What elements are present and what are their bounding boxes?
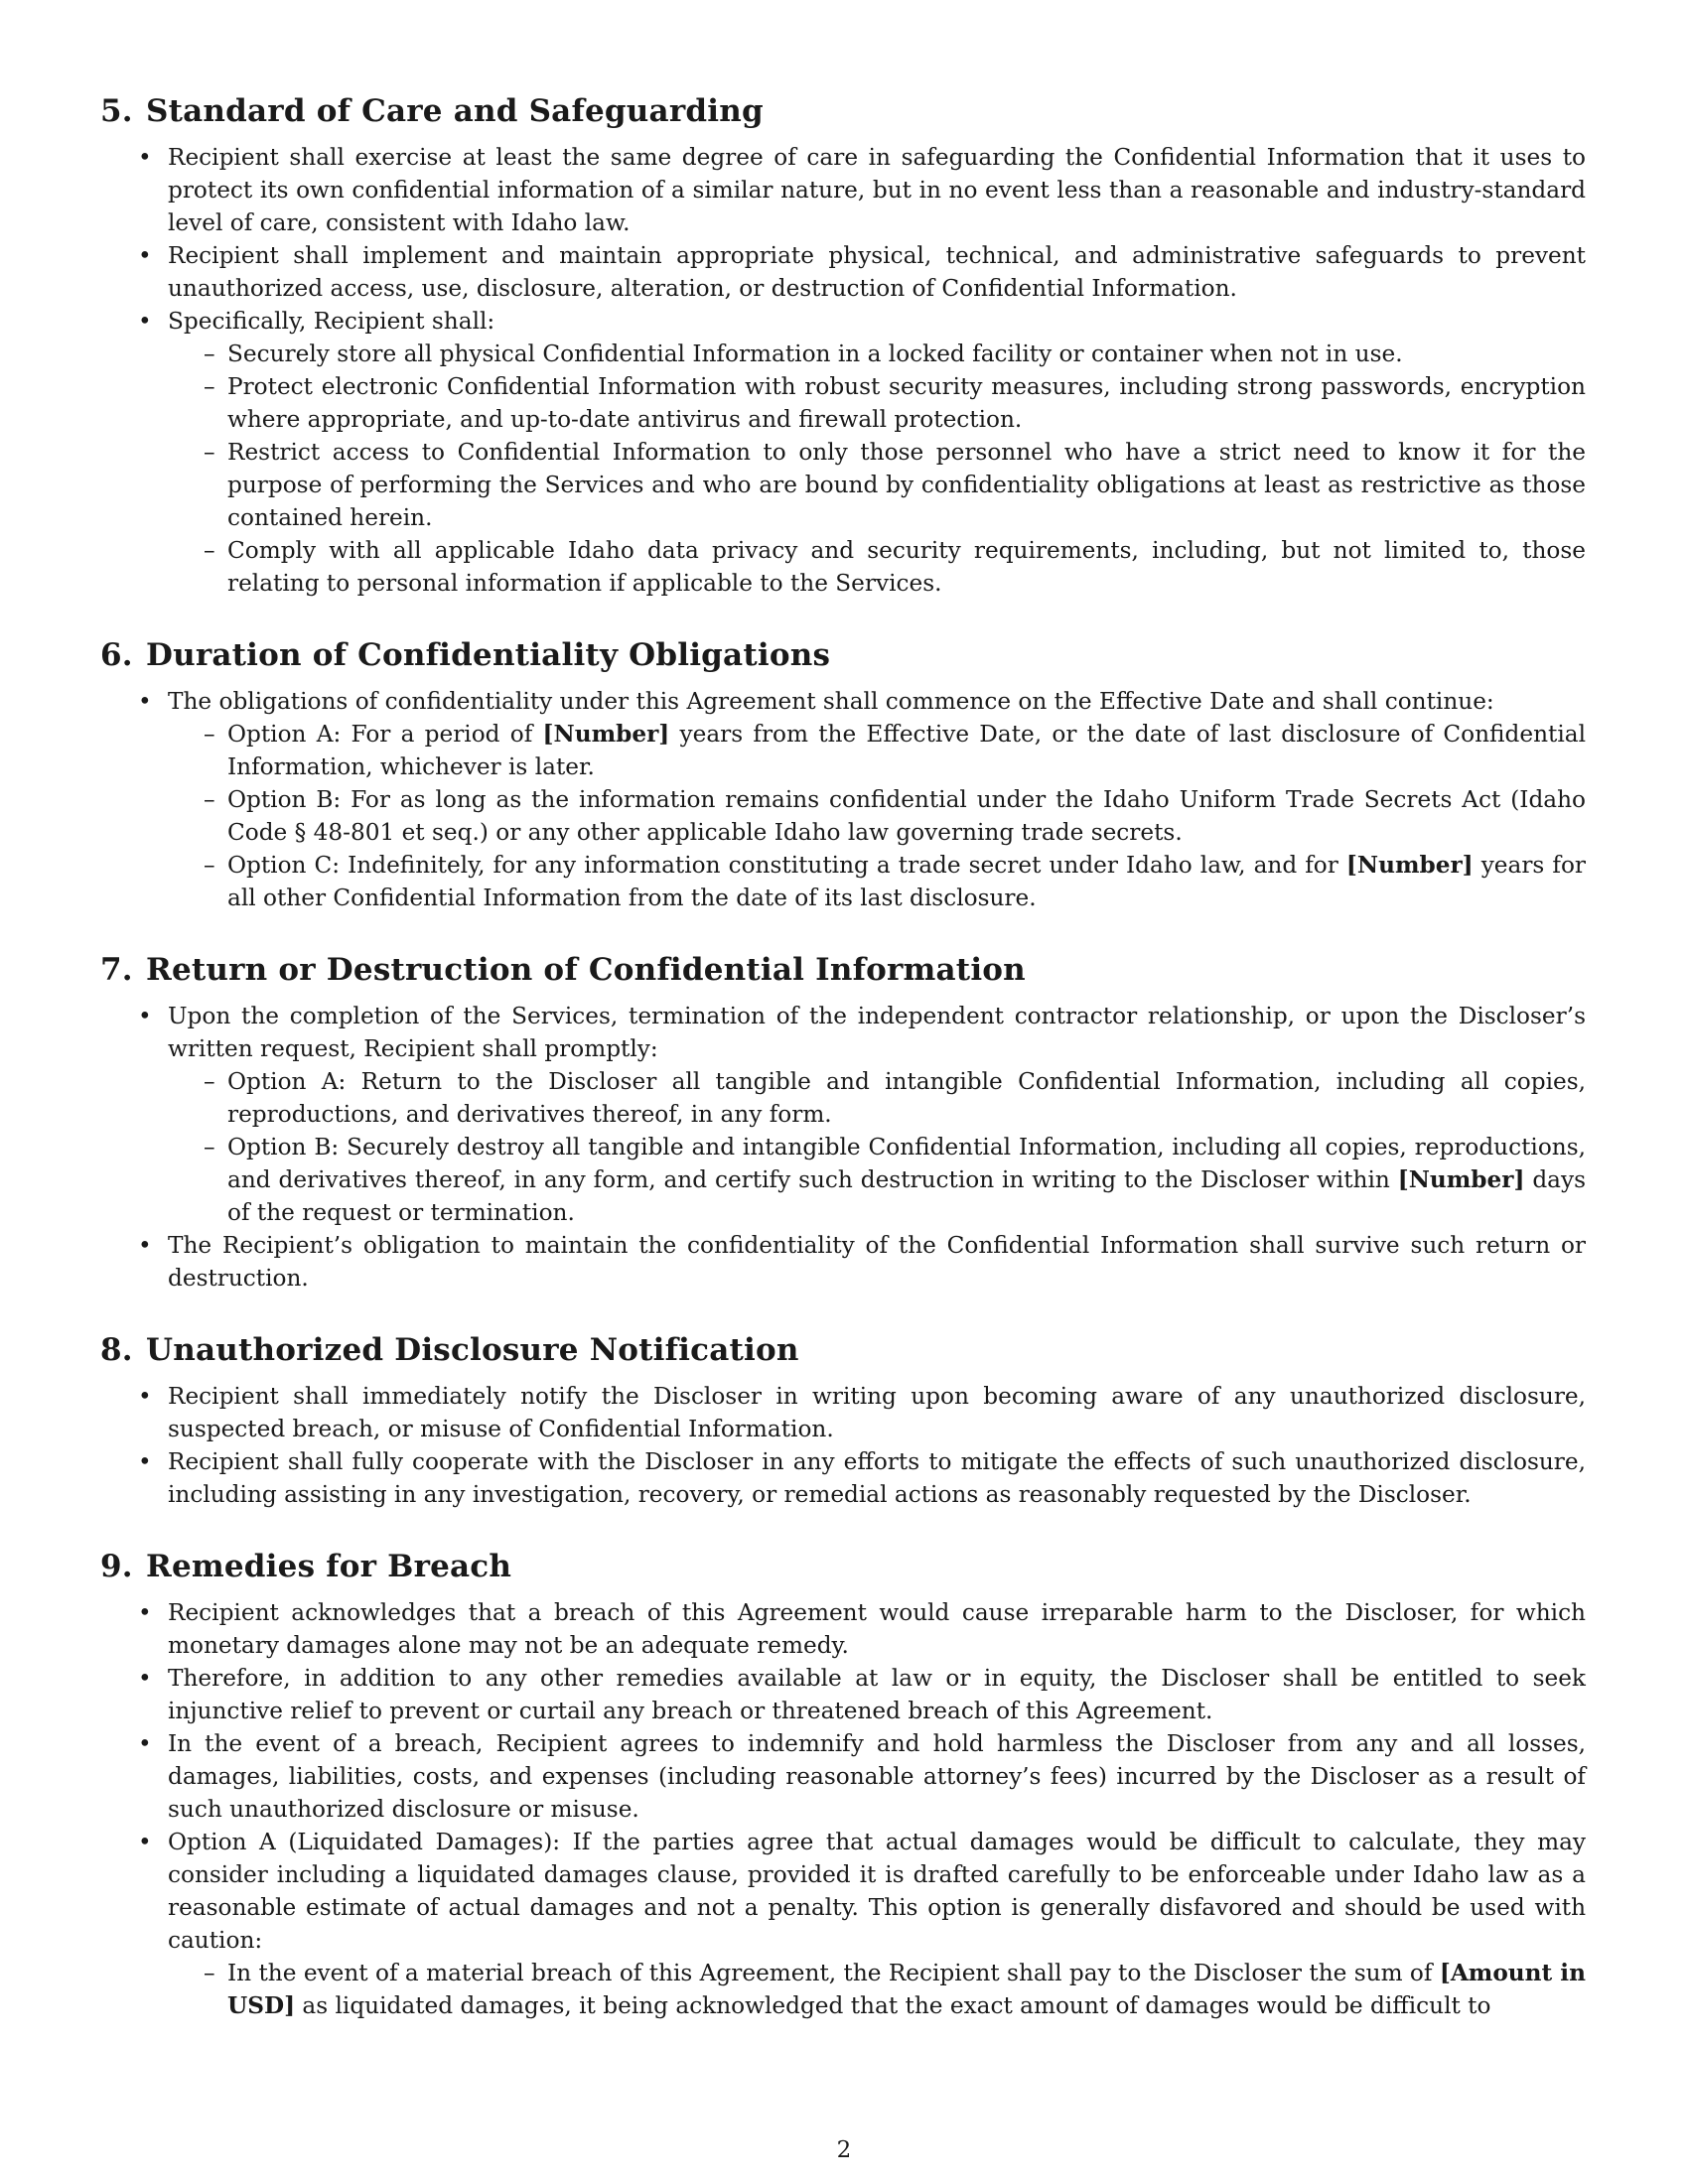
list-item-text: Recipient shall exercise at least the same degree of care in safeguarding the Confidential Information that it uses to protect its own confidential information of a similar nature, but in no event less than a reasonable and industry-standard level of care, consistent with Idaho law.: [168, 144, 1586, 236]
section: [100, 950, 1586, 1295]
sub-list-item: – Option B: For as long as the information remains confidential under the Idaho Uniform Trade Secrets Act (Idaho Code § 48-801 et seq.) or any other applicable Idaho law governing trade secrets.: [108, 783, 1586, 849]
list-item: [100, 1000, 1586, 1229]
list-item-text: Recipient shall immediately notify the Discloser in writing upon becoming aware of any unauthorized disclosure, suspected breach, or misuse of Confidential Information.: [168, 1383, 1586, 1442]
section-title: Remedies for Breach: [146, 1549, 512, 1584]
sub-list: [168, 718, 1586, 914]
list-item: [100, 1445, 1586, 1511]
list-item: [100, 239, 1586, 305]
sub-list-item: – In the event of a material breach of this Agreement, the Recipient shall pay to the Discloser the sum of [Amount in USD] as liquidated damages, it being acknowledged that the exact amount of damages would be difficult to: [108, 1957, 1586, 2022]
section-title: Duration of Confidentiality Obligations: [146, 637, 831, 673]
section: [100, 1330, 1586, 1511]
list-item: [100, 1596, 1586, 1662]
list-item-text: Recipient shall fully cooperate with the Discloser in any efforts to mitigate the effects of such unauthorized disclosure, including assisting in any investigation, recovery, or remedial actions as reasonably requested by the Discloser.: [168, 1448, 1586, 1508]
placeholder-field: [Number]: [1345, 852, 1474, 879]
list-item: [100, 1229, 1586, 1295]
document-body: [100, 91, 1586, 2058]
list-item: [100, 1826, 1586, 2022]
bullet-list: [100, 685, 1586, 914]
section-title: Return or Destruction of Confidential Information: [146, 952, 1026, 988]
section: [100, 1547, 1586, 2022]
bullet-list: [100, 1000, 1586, 1295]
sub-list-item: – Option A: Return to the Discloser all tangible and intangible Confidential Information, including all copies, reproductions, and derivatives thereof, in any form.: [108, 1065, 1586, 1131]
section-number: 9.: [100, 1549, 133, 1584]
section-heading: [100, 635, 1586, 675]
list-item: [100, 305, 1586, 600]
section-heading: [100, 950, 1586, 990]
placeholder-field: [Amount in USD]: [227, 1960, 1586, 2019]
list-item-text: Therefore, in addition to any other remedies available at law or in equity, the Discloser shall be entitled to seek injunctive relief to prevent or curtail any breach or threatened breach of this Agreement.: [168, 1665, 1586, 1724]
sub-list-item: – Option A: For a period of [Number] years from the Effective Date, or the date of last disclosure of Confidential Information, whichever is later.: [108, 718, 1586, 783]
section-title: Standard of Care and Safeguarding: [146, 93, 764, 129]
section-number: 8.: [100, 1332, 133, 1368]
list-item: [100, 1727, 1586, 1826]
placeholder-field: [Number]: [542, 721, 670, 748]
bullet-list: [100, 1596, 1586, 2022]
list-item-text: Upon the completion of the Services, termination of the independent contractor relationship, or upon the Discloser’s written request, Recipient shall promptly:: [168, 1003, 1586, 1062]
sub-list-item: – Comply with all applicable Idaho data privacy and security requirements, including, but not limited to, those relating to personal information if applicable to the Services.: [108, 534, 1586, 600]
list-item-text: The obligations of confidentiality under this Agreement shall commence on the Effective Date and shall continue:: [168, 688, 1494, 715]
section-number: 7.: [100, 952, 133, 988]
sub-list: [168, 1065, 1586, 1229]
list-item: [100, 141, 1586, 239]
page-number: 2: [836, 2137, 852, 2163]
list-item-text: Specifically, Recipient shall:: [168, 308, 495, 335]
list-item: [100, 1662, 1586, 1727]
section-title: Unauthorized Disclosure Notification: [146, 1332, 799, 1368]
section-number: 6.: [100, 637, 133, 673]
bullet-list: [100, 1380, 1586, 1511]
section: [100, 635, 1586, 914]
section-heading: [100, 1547, 1586, 1586]
sub-list-item: – Option C: Indefinitely, for any information constituting a trade secret under Idaho law, and for [Number] years for all other Confidential Information from the date of its last disclosure.: [108, 849, 1586, 914]
sub-list-item: – Restrict access to Confidential Information to only those personnel who have a strict need to know it for the purpose of performing the Services and who are bound by confidentiality obligations at least as restrictive as those contained herein.: [108, 436, 1586, 534]
section-number: 5.: [100, 93, 133, 129]
list-item: [100, 685, 1586, 914]
list-item-text: The Recipient’s obligation to maintain the confidentiality of the Confidential Information shall survive such return or destruction.: [168, 1232, 1586, 1292]
list-item-text: Recipient shall implement and maintain appropriate physical, technical, and administrative safeguards to prevent unauthorized access, use, disclosure, alteration, or destruction of Confidential Information.: [168, 242, 1586, 302]
list-item-text: Option A (Liquidated Damages): If the parties agree that actual damages would be difficult to calculate, they may consider including a liquidated damages clause, provided it is drafted carefully to be enforceable under Idaho law as a reasonable estimate of actual damages and not a penalty. This option is generally disfavored and should be used with caution:: [168, 1829, 1586, 1954]
sub-list: [168, 1957, 1586, 2022]
list-item: [100, 1380, 1586, 1445]
list-item-text: In the event of a breach, Recipient agrees to indemnify and hold harmless the Discloser from any and all losses, damages, liabilities, costs, and expenses (including reasonable attorney’s fees) incurred by the Discloser as a result of such unauthorized disclosure or misuse.: [168, 1730, 1586, 1823]
section-heading: [100, 1330, 1586, 1370]
placeholder-field: [Number]: [1397, 1166, 1525, 1193]
sub-list-item: – Protect electronic Confidential Information with robust security measures, including strong passwords, encryption where appropriate, and up-to-date antivirus and firewall protection.: [108, 370, 1586, 436]
sub-list-item: – Option B: Securely destroy all tangible and intangible Confidential Information, including all copies, reproductions, and derivatives thereof, in any form, and certify such destruction in writing to the Discloser within [Number] days of the request or termination.: [108, 1131, 1586, 1229]
sub-list: [168, 338, 1586, 600]
section: [100, 91, 1586, 600]
section-heading: [100, 91, 1586, 131]
bullet-list: [100, 141, 1586, 600]
sub-list-item: – Securely store all physical Confidential Information in a locked facility or container when not in use.: [108, 338, 1586, 370]
list-item-text: Recipient acknowledges that a breach of this Agreement would cause irreparable harm to the Discloser, for which monetary damages alone may not be an adequate remedy.: [168, 1599, 1586, 1659]
